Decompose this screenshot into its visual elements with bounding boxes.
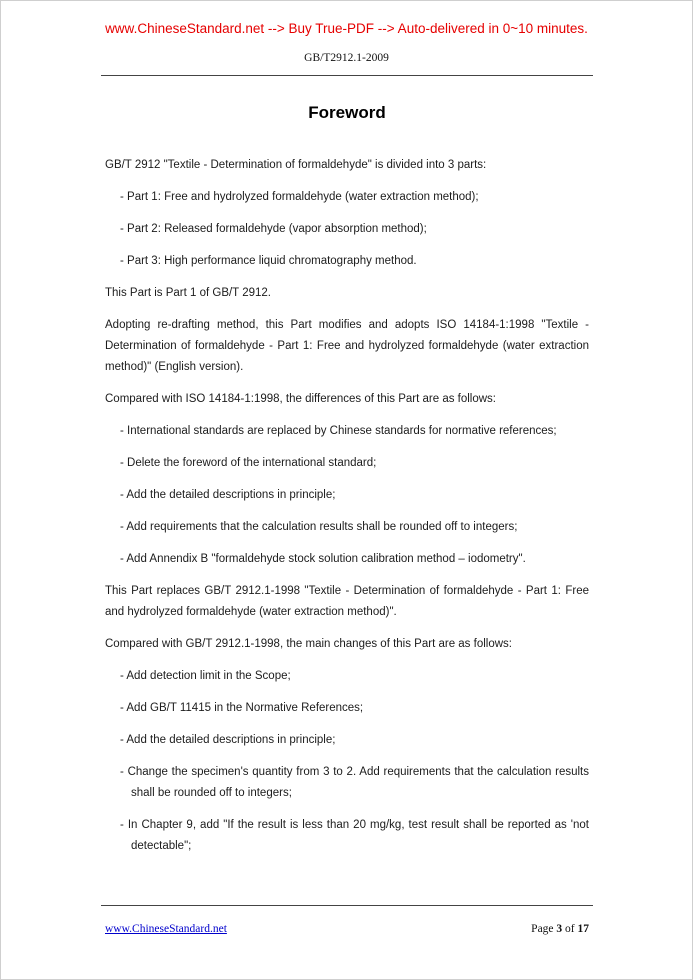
footer-page-indicator [531, 923, 589, 935]
paragraph: Adopting re-drafting method, this Part modifies and adopts ISO 14184-1:1998 "Textile - Determination of formaldehyde - Part 1: Free and hydrolyzed formaldehyde (water extraction method)" (English version). [105, 319, 589, 373]
list-item: - Delete the foreword of the international standard; [120, 457, 377, 469]
list-item: - In Chapter 9, add "If the result is less than 20 mg/kg, test result shall be reported as 'not detectable"; [120, 819, 589, 852]
paragraph: This Part is Part 1 of GB/T 2912. [105, 287, 271, 299]
page-title: Foreword [308, 103, 386, 122]
list-item: - Add detection limit in the Scope; [120, 670, 291, 682]
footer-site-link[interactable]: www.ChineseStandard.net [105, 923, 227, 935]
list-item: - Add the detailed descriptions in principle; [120, 734, 336, 746]
doc-number: GB/T2912.1-2009 [304, 52, 389, 64]
list-item: - Add Annendix B "formaldehyde stock solution calibration method – iodometry". [120, 553, 526, 565]
footer-page-number: 3 [556, 923, 563, 935]
paragraph: Compared with GB/T 2912.1-1998, the main changes of this Part are as follows: [105, 638, 512, 650]
list-item: - Part 2: Released formaldehyde (vapor absorption method); [120, 223, 427, 235]
paragraph: Compared with ISO 14184-1:1998, the differences of this Part are as follows: [105, 393, 496, 405]
paragraph: This Part replaces GB/T 2912.1-1998 "Textile - Determination of formaldehyde - Part 1: Free and hydrolyzed formaldehyde (water extraction method)". [105, 585, 589, 618]
footer-of-label: of [562, 923, 578, 935]
footer-page-label: Page [531, 923, 554, 935]
list-item: - Add GB/T 11415 in the Normative References; [120, 702, 364, 714]
page-footer [105, 923, 589, 935]
list-item: - Add requirements that the calculation results shall be rounded off to integers; [120, 521, 518, 533]
footer-page-total: 17 [577, 923, 589, 935]
list-item: - Change the specimen's quantity from 3 to 2. Add requirements that the calculation results shall be rounded off to integers; [120, 766, 589, 799]
list-item: - Part 3: High performance liquid chromatography method. [120, 255, 417, 267]
footer-rule [101, 905, 593, 906]
paragraph: GB/T 2912 "Textile - Determination of formaldehyde" is divided into 3 parts: [105, 159, 487, 171]
promo-banner-link[interactable]: www.ChineseStandard.net --> Buy True-PDF --> Auto-delivered in 0~10 minutes. [105, 21, 588, 36]
list-item: - Add the detailed descriptions in principle; [120, 489, 336, 501]
list-item: - Part 1: Free and hydrolyzed formaldehyde (water extraction method); [120, 191, 479, 203]
document-body [105, 1, 589, 868]
list-item: - International standards are replaced by Chinese standards for normative references; [120, 425, 557, 437]
